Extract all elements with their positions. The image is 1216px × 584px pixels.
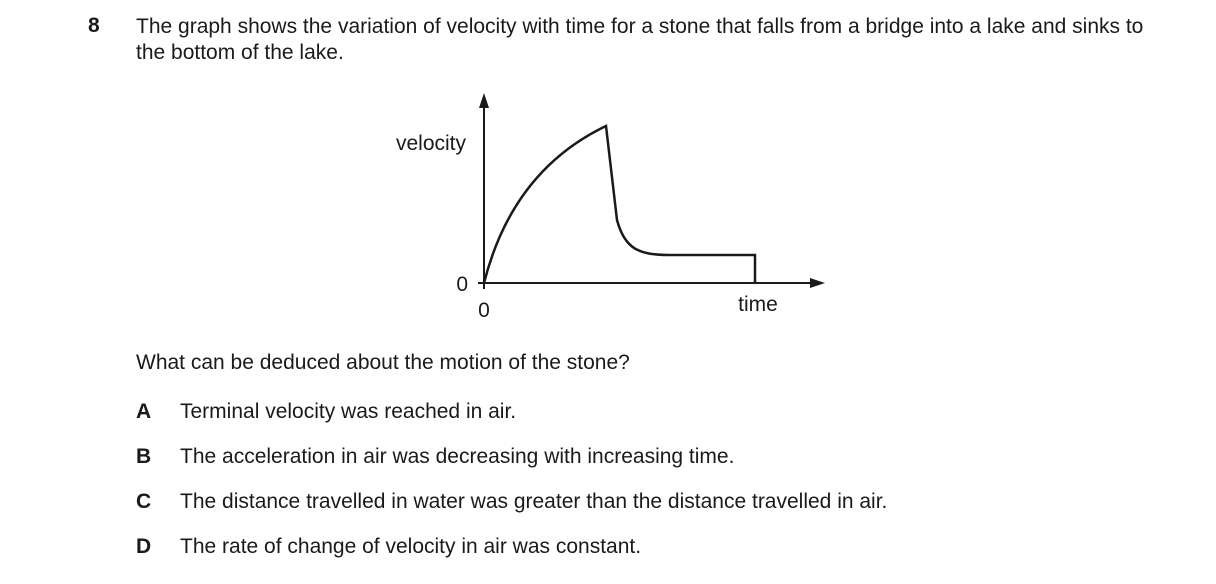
option-letter: C [136,490,152,513]
option-text: The acceleration in air was decreasing with increasing time. [180,445,735,468]
y-origin-label: 0 [456,273,468,296]
option-text: Terminal velocity was reached in air. [180,400,517,423]
x-axis-label: time [738,293,778,316]
velocity-curve [484,126,755,283]
option-letter: D [136,535,152,558]
option-text: The rate of change of velocity in air was constant. [180,535,642,558]
y-axis-label: velocity [395,132,466,155]
option-letter: B [136,445,152,468]
y-axis-arrowhead [479,93,489,108]
option-letter: A [136,400,152,423]
question-prompt: What can be deduced about the motion of the stone? [136,351,630,374]
question-stem: The graph shows the variation of velocity with time for a stone that falls from a bridge into a lake and sinks to the bottom of the lake. [136,15,1144,64]
x-origin-label: 0 [478,299,490,322]
x-axis-arrowhead [810,278,825,288]
question-number: 8 [88,14,100,37]
option-text: The distance travelled in water was greater than the distance travelled in air. [180,490,888,513]
